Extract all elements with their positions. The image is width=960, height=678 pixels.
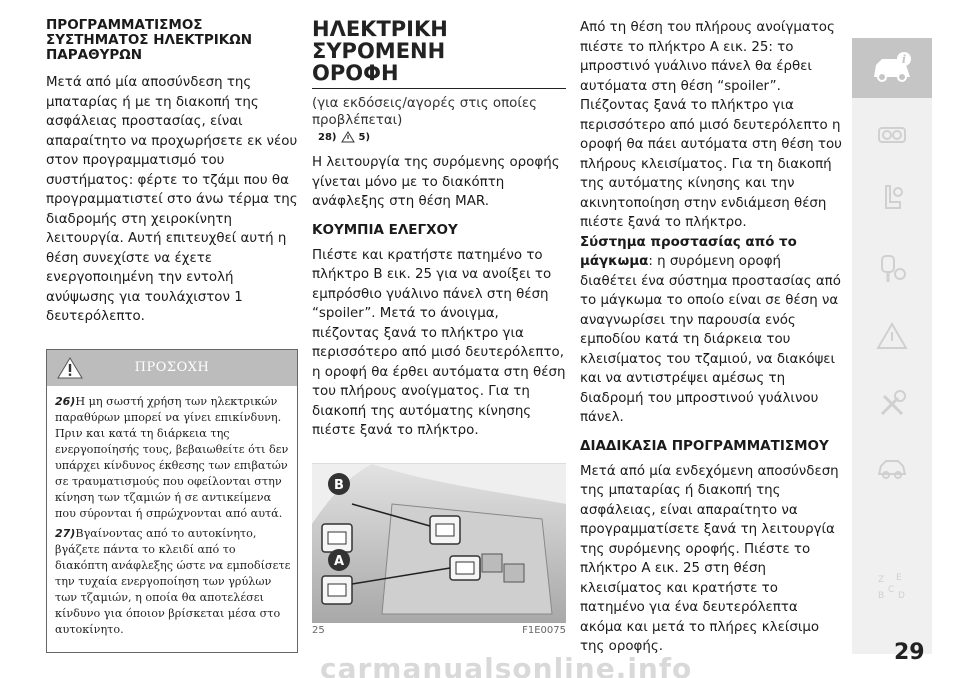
figure-label-b: B [334,477,344,493]
controls-heading: ΚΟΥΜΠΙΑ ΕΛΕΓΧΟΥ [312,221,458,238]
svg-text:D: D [898,591,905,601]
programming-text: Μετά από μία ενδεχόμενη αποσύνδεση της μπαταρίας ή διακοπή της ασφάλειας, είναι απαραίτητο να προγραμματίσετε ξανά τη λειτουργία της συρόμενης οροφής. Πιέστε το πλήκτρο A εικ. 25 στη θέση κλεισίματος και κρατήστε το πατημένο για ένα δευτερόλεπτα ακόμα και μετά το πλήρες κλείσιμο της οροφής. [580,463,839,654]
index-letters-icon[interactable] [876,570,908,602]
controls-text: Πιέστε και κρατήστε πατημένο το πλήκτρο B εικ. 25 για να ανοίξει το εμπρόσθιο γυάλινο πάνελ στη θέση “spoiler”. Μετά το άνοιγμα, πιέζοντας ξανά το πλήκτρο για περισσότερο από μισό δευτερόλεπτο, η οροφή θα έρθει αυτόματα στη θέση του πλήρους ανοίγματος. Για τη διακοπή της αυτόματης κίνησης πιέστε ξανά το πλήκτρο. [312,247,566,438]
seat-safety-icon[interactable] [876,182,908,214]
car-key-icon[interactable] [876,252,908,284]
dashboard-icon[interactable] [876,118,908,150]
figure-label-a: A [333,553,345,569]
svg-text:B: B [878,591,885,601]
sunroof-intro: Η λειτουργία της συρόμενης οροφής γίνεται μόνο με το διακόπτη ανάφλεξης στη θέση MAR. [312,155,560,209]
warning-label: ΠΡΟΣΟΧΗ [134,360,210,375]
note-text: Η μη σωστή χρήση των ηλεκτρικών παραθύρων μπορεί να γίνει επικίνδυνη. Πριν και κατά τη διάρκεια της ενεργοποίησής τους, βεβαιωθείτε ότι δεν υπάρχει κίνδυνος έκθεσης των επιβατών σε τραυματισμούς που οφείλονται στην κίνηση των τζαμιών ή σε αντικείμενα που σύρονται ή σπρώχνονται από αυτά. [55,394,289,520]
page-number: 29 [894,640,925,665]
watermark: carmanualsonline.info [320,652,693,678]
warning-body [47,386,297,652]
wrench-tools-icon[interactable] [876,388,908,420]
figure-caption [312,625,566,636]
warning-note-26 [55,394,291,522]
section-title-sunroof [312,18,566,84]
column-sunroof-continued [580,18,842,657]
ref-note-28: 28) [318,131,337,143]
warning-triangle-icon[interactable] [876,320,908,352]
anti-pinch-text [580,233,842,428]
title-line: ΟΡΟΦΗ [312,61,399,85]
svg-text:E: E [896,573,902,583]
figure-sunroof-buttons [312,463,566,623]
svg-text:C: C [888,585,895,595]
sunroof-console-illustration [312,464,566,623]
warning-triangle-icon [341,131,355,143]
warning-box [46,349,298,653]
figure-code: F1E0075 [522,624,566,636]
car-spec-icon[interactable] [876,452,908,484]
car-info-icon [870,51,914,85]
note-number: 26) [55,394,76,408]
note-number: 27) [55,526,76,540]
svg-text:i: i [901,53,907,66]
windows-programming-text: Μετά από μία αποσύνδεση της μπαταρίας ή με τη διακοπή της ασφάλειας προστασίας, είναι απαραίτητο να προχωρήσετε εκ νέου στον προγραμματισμό του συστήματος: φέρτε το τζάμι που θα προγραμματιστεί στο άνω τέρμα της διαδρομής στη χειροκίνητη λειτουργία. Αυτή επιτευχθεί αυτή η θέση συνεχίστε να έχετε ενεργοποιημένη την εντολή ανύψωσης για τουλάχιστον 1 δευτερόλεπτο. [46,75,298,324]
reference-marks [318,131,566,143]
warning-note-27 [55,526,291,638]
sidebar-item-car-info[interactable] [852,38,932,98]
figure-number: 25 [312,624,325,636]
warning-triangle-icon [57,356,83,380]
warning-header [47,350,297,386]
title-line: ΗΛΕΚΤΡΙΚΗ ΣΥΡΟΜΕΝΗ [312,17,448,63]
svg-text:Z: Z [878,575,885,585]
sunroof-close-text: Από τη θέση του πλήρους ανοίγματος πιέστε το πλήκτρο A εικ. 25: το μπροστινό γυάλινο πάνελ θα έρθει αυτόματα στη θέση “spoiler”. Πιέζοντας ξανά το πλήκτρο για περισσότερο από μισό δευτερόλεπτο η οροφή θα πάει αυτόματα στη θέση του πλήρους κλεισίματος. Για τη διακοπή της αυτόματης κίνησης και την ακινητοποίηση στην ενδιάμεση θέση πιέστε ξανά το πλήκτρο. [580,20,842,230]
anti-pinch-title: Σύστημα προστασίας από το μάγκωμα [580,234,797,269]
anti-pinch-body: : η συρόμενη οροφή διαθέτει ένα σύστημα προστασίας από το μάγκωμα το οποίο είναι σε θέση να αναγνωρίσει την παρουσία ενός εμποδίου κατά τη διάρκεια του κλεισίματος του τζαμιού, να διακόψει και να αντιστρέψει αμέσως τη διαδρομή του μπροστινού γυάλινου πάνελ. [580,254,841,425]
title-rule [312,88,566,89]
ref-note-5: 5) [358,131,371,143]
column-windows [46,18,298,653]
note-text: Βγαίνοντας από το αυτοκίνητο, βγάζετε πάντα το κλειδί από το διακόπτη ανάφλεξης ώστε να εμποδίσετε την τυχαία ενεργοποίηση των γρύλων των τζαμιών, η οποία θα αποτελέσει κίνδυνο για όποιον βρίσκεται μέσα στο αυτοκίνητο. [55,526,291,636]
column-sunroof [312,18,566,636]
sunroof-subtitle: (για εκδόσεις/αγορές στις οποίες προβλέπεται) [312,96,537,128]
programming-heading: ΔΙΑΔΙΚΑΣΙΑ ΠΡΟΓΡΑΜΜΑΤΙΣΜΟΥ [580,437,829,454]
section-title-windows: ΠΡΟΓΡΑΜΜΑΤΙΣΜΟΣ ΣΥΣΤΗΜΑΤΟΣ ΗΛΕΚΤΡΙΚΩΝ ΠΑΡΑΘΥΡΩΝ [46,17,253,63]
